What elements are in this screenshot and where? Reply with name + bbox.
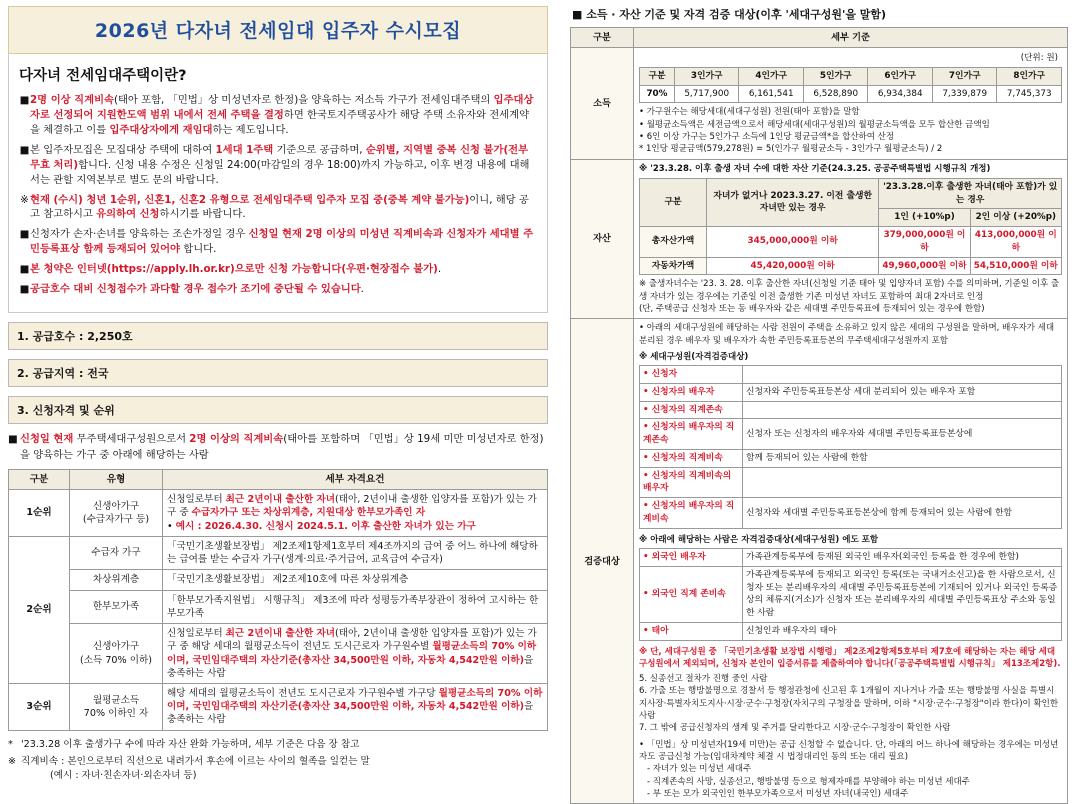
intro-item-text: 본 입주자모집은 모집대상 주택에 대하여 1세대 1주택 기준으로 공급하며, 순위별, 지역별 중복 신청 불가(전부 무효 처리)합니다. 신청 내용 수정은 신청일 24:00(마감일의 경우 18:00)까지 가능하고, 이후 변경 내용에 대해서는 관할 지역본부로 별도 문의 바랍니다.	[30, 143, 530, 186]
footnote-item	[8, 755, 548, 769]
exclusion-item: 5. 실종선고 절차가 진행 중인 사람	[639, 674, 768, 685]
bullet-icon: ■	[19, 228, 30, 241]
row-label-income: 소득	[571, 48, 634, 159]
income-cell: 6,161,541	[739, 85, 804, 103]
income-cell: 70%	[640, 85, 675, 103]
cell-type: 수급자 가구	[70, 536, 163, 569]
household-member-row	[640, 449, 1062, 467]
member-name: • 외국인 직계 존비속	[640, 566, 743, 622]
bullet-icon: ■	[8, 433, 18, 446]
cell-rank: 2순위	[9, 536, 70, 683]
income-col-header: 3인가구	[674, 67, 739, 85]
asset-cell: 413,000,000원 이하	[970, 227, 1061, 258]
income-cell: 6,934,384	[868, 85, 933, 103]
member-name: • 신청자	[640, 366, 743, 384]
row-asset	[571, 159, 1068, 319]
col-detail: 세부 자격요건	[163, 469, 548, 489]
member-name: • 외국인 배우자	[640, 549, 743, 567]
income-note: • 6인 이상 가구는 5인가구 소득에 1인당 평균금액*을 합산하여 산정	[639, 131, 895, 142]
section-bar-supply-count: 1. 공급호수 : 2,250호	[8, 322, 548, 350]
footnote-example: (예시 : 자녀·친손자녀·외손자녀 등)	[50, 770, 197, 782]
intro-section	[8, 54, 548, 313]
member-name: • 신청자의 배우자의 직계비속	[640, 498, 743, 529]
asset-col-two-children: 2인 이상 (+20%p)	[970, 209, 1061, 227]
page-title: 2026년 다자녀 전세임대 입주자 수시모집	[94, 20, 462, 42]
bullet-icon: ※	[20, 193, 29, 206]
asset-cell: 49,960,000원 이하	[879, 257, 970, 275]
cell-rank: 3순위	[9, 683, 70, 730]
asset-table	[639, 178, 1062, 276]
income-note: * 1인당 평균금액(579,278원) = 5(인가구 월평균소득 - 3인가구 월평균소득) / 2	[639, 144, 943, 155]
additional-member-title: ※ 아래에 해당하는 사람은 자격검증대상(세대구성원) 에도 포함	[639, 534, 879, 545]
income-col-header: 4인가구	[739, 67, 804, 85]
cell-type: 월평균소득 70% 이하인 자	[70, 683, 163, 730]
intro-item-list	[19, 93, 537, 297]
intro-item-text: 공급호수 대비 신청접수가 과다할 경우 접수가 조기에 중단될 수 있습니다.	[30, 283, 364, 296]
income-notes	[639, 106, 1062, 155]
minor-exception-item: - 부 또는 모가 외국인인 한부모가족으로서 미성년 자녀(내국인) 세대주	[647, 788, 909, 799]
asset-cell: 총자산가액	[640, 227, 707, 258]
member-name: • 신청자의 배우자	[640, 383, 743, 401]
cell-detail: 신청일로부터 최근 2년이내 출산한 자녀(태아, 2년이내 출생한 입양자를 포함)가 있는 가구 중 수급자가구 또는 차상위계층, 지원대상 한부모가족인 자 • 예시 : 2026.4.30. 신청시 2024.5.1. 이후 출산한 자녀가 있는 가구	[163, 490, 548, 537]
household-member-row	[640, 366, 1062, 384]
cell-detail: 「국민기초생활보장법」 제2조제1항제1호부터 제4조까지의 급여 중 어느 하나에 해당하는 급여를 받는 수급자 가구(생계·의료·주거급여, 교육급여 수급자)	[163, 536, 548, 569]
asset-row	[640, 257, 1062, 275]
intro-item	[19, 282, 537, 297]
asset-col-one-child: 1인 (+10%p)	[879, 209, 970, 227]
income-table-row	[640, 85, 1062, 103]
asset-cell: 45,420,000원 이하	[707, 257, 879, 275]
asterisk-icon: *	[8, 738, 13, 750]
criteria-table	[570, 27, 1068, 804]
cell-type: 한부모가족	[70, 590, 163, 623]
additional-member-row	[640, 566, 1062, 622]
table-row	[9, 570, 548, 590]
right-column	[570, 6, 1068, 804]
income-detail-cell	[634, 48, 1068, 159]
unit-label: (단위: 원)	[1020, 53, 1058, 64]
asset-cell: 379,000,000원 이하	[879, 227, 970, 258]
qualification-note-text: 신청일 현재 무주택세대구성원으로서 2명 이상의 직계비속(태아를 포함하며 「민법」상 19세 미만 미성년자로 한정)을 양육하는 가구 중 아래에 해당하는 사람	[20, 433, 544, 461]
table-row	[9, 624, 548, 684]
additional-member-row	[640, 622, 1062, 640]
section-bar-qualification: 3. 신청자격 및 순위	[8, 396, 548, 424]
household-member-row	[640, 498, 1062, 529]
household-member-row	[640, 383, 1062, 401]
row-label-verification: 검증대상	[571, 319, 634, 804]
asset-cell: 54,510,000원 이하	[970, 257, 1061, 275]
household-member-row	[640, 467, 1062, 498]
bullet-icon: ■	[19, 94, 30, 106]
col-detail: 세부 기준	[634, 28, 1068, 48]
asset-cell: 345,000,000원 이하	[707, 227, 879, 258]
left-column	[8, 6, 548, 784]
income-col-header: 8인가구	[997, 67, 1062, 85]
minor-note: • 「민법」상 미성년자(19세 미만)는 공급 신청할 수 없습니다. 단, 아래의 어느 하나에 해당하는 경우에는 미성년자도 공급신청 가능(임대차계약 체결 시 법정대리인 동의 또는 대리 필요)	[639, 739, 1059, 763]
verification-intro: • 아래의 세대구성원에 해당하는 사람 전원이 주택을 소유하고 있지 않은 세대의 구성원을 말하며, 배우자가 세대 분리된 경우 배우자 및 배우자가 속한 주민등록표등본의 무주택세대구성원까지 포함	[639, 323, 1055, 346]
member-desc: 신청자와 세대별 주민등록표등본상에 함께 등재되어 있는 사람에 한함	[743, 498, 1062, 529]
reference-icon: ※	[8, 756, 17, 768]
table-row	[9, 536, 548, 569]
table-row	[9, 683, 548, 730]
intro-item	[19, 262, 537, 277]
exclusion-item: 6. 가출 또는 행방불명으로 경찰서 등 행정관청에 신고된 후 1개월이 지나거나 가출 또는 행방불명 사실을 특별시지사장·특별자치도지사·시장·군수·구청장(자치구의 구청장을 말하며, 이하 "시장·군수·구청장"이라 한다)이 확인한 사람	[639, 686, 1059, 722]
asset-col-after: '23.3.28.이후 출생한 자녀(태아 포함)가 있는 경우	[879, 178, 1062, 209]
minor-exception-list	[639, 763, 1062, 800]
additional-member-row	[640, 549, 1062, 567]
member-desc	[743, 467, 1062, 498]
cell-rank: 1순위	[9, 490, 70, 537]
right-heading: ■ 소득 · 자산 기준 및 자격 검증 대상(이후 '세대구성원'을 말함)	[572, 8, 887, 21]
qualification-table	[8, 469, 548, 731]
minor-exception-item: - 자녀가 있는 미성년 세대주	[647, 764, 752, 775]
intro-item	[19, 227, 537, 257]
exclusion-list	[639, 673, 1062, 735]
income-table	[639, 67, 1062, 104]
asset-notes	[639, 278, 1062, 315]
row-verification	[571, 319, 1068, 804]
member-desc	[743, 401, 1062, 419]
member-name: • 신청자의 배우자의 직계존속	[640, 419, 743, 450]
row-label-asset: 자산	[571, 159, 634, 319]
intro-item-text: 2명 이상 직계비속(태아 포함, 「민법」상 미성년자로 한정)을 양육하는 저소득 가구가 전세임대주택의 입주대상자로 선정되어 지원한도액 범위 내에서 전세 주택을 결정하면 한국토지주택공사가 해당 주택 소유자와 전세계약을 체결하고 이를 입주대상자에게 재임대하는 제도입니다.	[30, 94, 534, 136]
exclusion-note: ※ 단, 세대구성원 중 「국민기초생활 보장법 시행령」 제2조제2항제5호부터 제7호에 해당하는 자는 해당 세대구성원에서 제외되며, 신청자 본인이 입증서류를 제출하여야 합니다(「공공주택특별법 시행규칙」 제13조제2항).	[639, 646, 1061, 669]
asset-note: ※ 출생자녀수는 '23. 3. 28. 이후 출산한 자녀(신청일 기준 태아 및 입양자녀 포함) 수를 의미하며, 기준일 이후 출생 자녀가 있는 경우에는 기준일 이전 출생한 기존 미성년 자녀도 포함하여 최대 2자녀로 인정	[639, 279, 1060, 302]
member-desc: 가족관계등록부에 등재된 외국인 배우자(외국인 등록을 한 경우에 한함)	[743, 549, 1062, 567]
member-desc	[743, 366, 1062, 384]
cell-detail: 신청일로부터 최근 2년이내 출산한 자녀(태아, 2년이내 출생한 입양자를 포함)가 있는 가구 중 해당 세대의 월평균소득이 전년도 도시근로자 가구원수별 월평균소득의 70% 이하이며, 국민임대주택의 자산기준(총자산 34,500만원 이하, 자동차 4,542만원 이하)을 충족하는 사람	[163, 624, 548, 684]
income-cell: 7,339,879	[932, 85, 997, 103]
intro-item	[19, 93, 537, 138]
intro-item	[19, 193, 537, 223]
household-member-row	[640, 401, 1062, 419]
table-header-row	[9, 469, 548, 489]
member-desc: 함께 등재되어 있는 사람에 한함	[743, 449, 1062, 467]
cell-detail: 해당 세대의 월평균소득이 전년도 도시근로자 가구원수별 가구당 월평균소득의 70% 이하이며, 국민임대주택의 자산기준(총자산 34,500만원 이하, 자동차 4,542만원 이하)을 충족하는 사람	[163, 683, 548, 730]
footnote-text: '23.3.28 이후 출생가구 수에 따라 자산 완화 가능하며, 세부 기준은 다음 장 참고	[21, 738, 360, 750]
exclusion-item: 7. 그 밖에 공급신청자의 생계 및 주거를 달리한다고 시장·군수·구청장이 확인한 사람	[639, 723, 951, 734]
income-col-header: 5인가구	[803, 67, 868, 85]
bullet-icon: ■	[19, 143, 30, 156]
income-note: • 가구원수는 해당세대(세대구성원) 전원(태아 포함)을 말함	[639, 107, 860, 118]
minor-exception-item: - 직계존속의 사망, 실종선고, 행방불명 등으로 형제자매를 부양해야 하는 미성년 세대주	[647, 776, 970, 787]
intro-item-text: 신청자가 손자·손녀를 양육하는 조손가정일 경우 신청일 현재 2명 이상의 미성년 직계비속과 신청자가 세대별 주민등록표상 함께 등재되어 있어야 합니다.	[30, 228, 534, 256]
footnote-item	[8, 738, 548, 752]
asset-note: (단, 주택공급 신청자 또는 동 배우자와 같은 세대별 주민등록표에 등재되어 있는 경우에 한함)	[639, 303, 985, 314]
income-col-header: 구분	[640, 67, 675, 85]
row-income	[571, 48, 1068, 159]
bullet-icon: ■	[19, 283, 30, 296]
intro-item-text: 현재 (수시) 청년 1순위, 신혼1, 신혼2 유형으로 전세임대주택 입주자 모집 중(중복 계약 불가능)이니, 해당 공고 참고하시고 유의하여 신청하시기를 바랍니다.	[30, 193, 529, 221]
col-category: 구분	[571, 28, 634, 48]
verification-detail-cell	[634, 319, 1068, 804]
member-desc: 신청자 또는 신청자의 배우자와 세대별 주민등록표등본상에	[743, 419, 1062, 450]
col-rank: 구분	[9, 469, 70, 489]
household-member-table	[639, 365, 1062, 529]
asset-col-before: 자녀가 없거나 2023.3.27. 이전 출생한 자녀만 있는 경우	[707, 178, 879, 226]
section-bar-supply-area: 2. 공급지역 : 전국	[8, 359, 548, 387]
income-table-header	[640, 67, 1062, 85]
table-row	[9, 490, 548, 537]
cell-type: 차상위계층	[70, 570, 163, 590]
income-cell: 6,528,890	[803, 85, 868, 103]
cell-type: 신생아가구 (수급자가구 등)	[70, 490, 163, 537]
footnote-text: 직계비속 : 본인으로부터 직선으로 내려가서 후손에 이르는 사이의 혈족을 일컫는 말	[21, 756, 370, 768]
notice-title-box	[8, 6, 548, 54]
income-col-header: 6인가구	[868, 67, 933, 85]
income-cell: 5,717,900	[674, 85, 739, 103]
asset-row	[640, 227, 1062, 258]
asset-caption: ※ '23.3.28. 이후 출생 자녀 수에 대한 자산 기준(24.3.25. 공공주택특별법 시행규칙 개정)	[639, 163, 991, 174]
household-member-title: ※ 세대구성원(자격검증대상)	[639, 351, 749, 362]
income-cell: 7,745,373	[997, 85, 1062, 103]
qualification-note	[8, 432, 548, 463]
household-member-row	[640, 419, 1062, 450]
asset-col-category: 구분	[640, 178, 707, 226]
table-header-row	[571, 28, 1068, 48]
cell-type: 신생아가구 (소득 70% 이하)	[70, 624, 163, 684]
bullet-icon: ■	[19, 263, 30, 276]
intro-heading: 다자녀 전세임대주택이란?	[19, 68, 187, 84]
member-name: • 태아	[640, 622, 743, 640]
member-name: • 신청자의 직계존속	[640, 401, 743, 419]
cell-detail: 「한부모가족지원법」 시행규칙」 제3조에 따라 성평등가족부장관이 정하여 고시하는 한부모가족	[163, 590, 548, 623]
asset-table-header	[640, 178, 1062, 209]
asset-detail-cell	[634, 159, 1068, 319]
member-name: • 신청자의 직계비속의 배우자	[640, 467, 743, 498]
cell-detail: 「국민기초생활보장법」 제2조제10호에 따른 차상위계층	[163, 570, 548, 590]
income-col-header: 7인가구	[932, 67, 997, 85]
member-name: • 신청자의 직계비속	[640, 449, 743, 467]
footnotes	[8, 738, 548, 784]
member-desc: 신청인과 배우자의 태아	[743, 622, 1062, 640]
member-desc: 신청자와 주민등록표등본상 세대 분리되어 있는 배우자 포함	[743, 383, 1062, 401]
table-row	[9, 590, 548, 623]
intro-item	[19, 143, 537, 188]
asset-cell: 자동차가액	[640, 257, 707, 275]
col-type: 유형	[70, 469, 163, 489]
member-desc: 가족관계등록부에 등재되고 외국인 등록(또는 국내거소신고)을 한 사람으로서, 신청자 또는 분리배우자의 세대별 주민등록표등본에 기재되어 있거나 외국인 등록증 상의 체류지(거소)가 신청자 또는 분리배우자의 세대별 주민등록표상 주소와 동일한 사람	[743, 566, 1062, 622]
income-note: • 월평균소득액은 세전금액으로서 해당세대(세대구성원)의 월평균소득액을 모두 합산한 금액임	[639, 119, 990, 130]
additional-member-table	[639, 548, 1062, 641]
intro-item-text: 본 청약은 인터넷(https://apply.lh.or.kr)으로만 신청 가능합니다(우편·현장접수 불가).	[30, 263, 442, 276]
